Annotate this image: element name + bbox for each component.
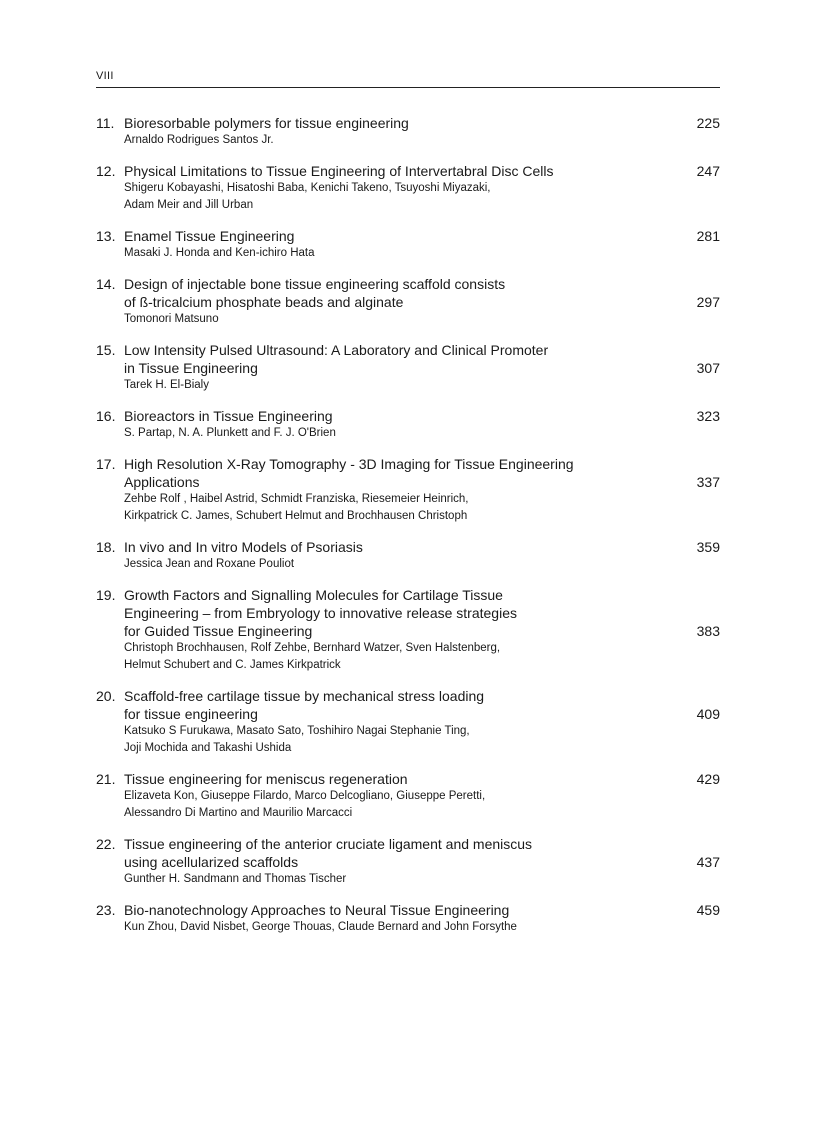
chapter-authors: Helmut Schubert and C. James Kirkpatrick — [124, 659, 341, 671]
chapter-title: Tissue engineering for meniscus regeneration — [124, 771, 408, 787]
entry-body — [124, 901, 660, 936]
page-reference: 281 — [696, 228, 720, 244]
entry-body — [124, 275, 660, 328]
chapter-title: Physical Limitations to Tissue Engineering of Intervertabral Disc Cells — [124, 163, 554, 179]
chapter-title: of ß-tricalcium phosphate beads and alginate — [124, 294, 404, 310]
chapter-number: 22. — [96, 836, 116, 852]
entry-body — [124, 114, 660, 149]
page-reference: 383 — [696, 623, 720, 639]
toc-entry — [96, 407, 720, 442]
page-header — [96, 70, 720, 88]
page-reference: 409 — [696, 706, 720, 722]
chapter-authors: Tarek H. El-Bialy — [124, 379, 209, 391]
toc-entry — [96, 341, 720, 394]
page-reference: 247 — [696, 163, 720, 179]
entry-body — [124, 341, 660, 394]
chapter-number: 16. — [96, 408, 116, 424]
chapter-title: Bioresorbable polymers for tissue engineering — [124, 115, 409, 131]
entry-body — [124, 687, 660, 757]
toc-entry — [96, 538, 720, 573]
chapter-number: 14. — [96, 276, 116, 292]
chapter-number: 12. — [96, 163, 116, 179]
page-reference: 297 — [696, 294, 720, 310]
chapter-number: 18. — [96, 539, 116, 555]
chapter-authors: Jessica Jean and Roxane Pouliot — [124, 558, 295, 570]
chapter-title: for Guided Tissue Engineering — [124, 623, 313, 639]
chapter-authors: Zehbe Rolf , Haibel Astrid, Schmidt Franziska, Riesemeier Heinrich, — [124, 493, 469, 505]
toc-entry — [96, 455, 720, 525]
chapter-title: Engineering – from Embryology to innovative release strategies — [124, 605, 517, 621]
page-reference: 225 — [696, 115, 720, 131]
toc-entry — [96, 586, 720, 674]
chapter-title: Growth Factors and Signalling Molecules for Cartilage Tissue — [124, 587, 503, 603]
toc-entry — [96, 901, 720, 936]
entry-body — [124, 455, 660, 525]
chapter-number: 13. — [96, 228, 116, 244]
toc-entry — [96, 687, 720, 757]
chapter-title: for tissue engineering — [124, 706, 258, 722]
chapter-authors: Joji Mochida and Takashi Ushida — [124, 742, 292, 754]
page-reference: 337 — [696, 474, 720, 490]
table-of-contents — [96, 114, 720, 949]
chapter-authors: Adam Meir and Jill Urban — [124, 199, 254, 211]
chapter-title: Bioreactors in Tissue Engineering — [124, 408, 333, 424]
chapter-authors: Katsuko S Furukawa, Masato Sato, Toshihiro Nagai Stephanie Ting, — [124, 725, 470, 737]
chapter-title: In vivo and In vitro Models of Psoriasis — [124, 539, 363, 555]
page-reference: 459 — [696, 902, 720, 918]
chapter-number: 17. — [96, 456, 116, 472]
chapter-authors: Alessandro Di Martino and Maurilio Marcacci — [124, 807, 353, 819]
page-reference: 307 — [696, 360, 720, 376]
chapter-authors: S. Partap, N. A. Plunkett and F. J. O'Brien — [124, 427, 336, 439]
entry-body — [124, 407, 660, 442]
page-number: VIII — [96, 70, 114, 82]
chapter-authors: Shigeru Kobayashi, Hisatoshi Baba, Kenichi Takeno, Tsuyoshi Miyazaki, — [124, 182, 491, 194]
chapter-title: Enamel Tissue Engineering — [124, 228, 295, 244]
chapter-title: Scaffold-free cartilage tissue by mechanical stress loading — [124, 688, 485, 704]
page-reference: 437 — [696, 854, 720, 870]
chapter-authors: Arnaldo Rodrigues Santos Jr. — [124, 134, 274, 146]
chapter-number: 21. — [96, 771, 116, 787]
toc-entry — [96, 162, 720, 214]
chapter-authors: Kirkpatrick C. James, Schubert Helmut and Brochhausen Christoph — [124, 510, 468, 522]
chapter-authors: Masaki J. Honda and Ken-ichiro Hata — [124, 247, 315, 259]
entry-body — [124, 586, 660, 674]
toc-entry — [96, 227, 720, 262]
page-reference: 323 — [696, 408, 720, 424]
entry-body — [124, 538, 660, 573]
chapter-number: 23. — [96, 902, 116, 918]
entry-body — [124, 770, 660, 822]
chapter-authors: Kun Zhou, David Nisbet, George Thouas, Claude Bernard and John Forsythe — [124, 921, 517, 933]
header-rule — [96, 87, 720, 88]
chapter-number: 15. — [96, 342, 116, 358]
chapter-title: High Resolution X-Ray Tomography - 3D Imaging for Tissue Engineering — [124, 456, 574, 472]
toc-entry — [96, 835, 720, 888]
page-reference: 429 — [696, 771, 720, 787]
entry-body — [124, 162, 660, 214]
toc-entry — [96, 114, 720, 149]
chapter-title: using acellularized scaffolds — [124, 854, 299, 870]
chapter-title: Applications — [124, 474, 200, 490]
entry-body — [124, 835, 660, 888]
chapter-title: Bio-nanotechnology Approaches to Neural Tissue Engineering — [124, 902, 510, 918]
chapter-authors: Gunther H. Sandmann and Thomas Tischer — [124, 873, 347, 885]
chapter-number: 19. — [96, 587, 116, 603]
chapter-number: 11. — [96, 115, 115, 131]
chapter-authors: Tomonori Matsuno — [124, 313, 219, 325]
entry-body — [124, 227, 660, 262]
chapter-title: Low Intensity Pulsed Ultrasound: A Laboratory and Clinical Promoter — [124, 342, 549, 358]
chapter-authors: Elizaveta Kon, Giuseppe Filardo, Marco Delcogliano, Giuseppe Peretti, — [124, 790, 486, 802]
chapter-number: 20. — [96, 688, 116, 704]
chapter-title: Design of injectable bone tissue engineering scaffold consists — [124, 276, 506, 292]
chapter-title: in Tissue Engineering — [124, 360, 258, 376]
chapter-title: Tissue engineering of the anterior cruciate ligament and meniscus — [124, 836, 533, 852]
chapter-authors: Christoph Brochhausen, Rolf Zehbe, Bernhard Watzer, Sven Halstenberg, — [124, 642, 501, 654]
toc-entry — [96, 275, 720, 328]
toc-entry — [96, 770, 720, 822]
page-reference: 359 — [696, 539, 720, 555]
